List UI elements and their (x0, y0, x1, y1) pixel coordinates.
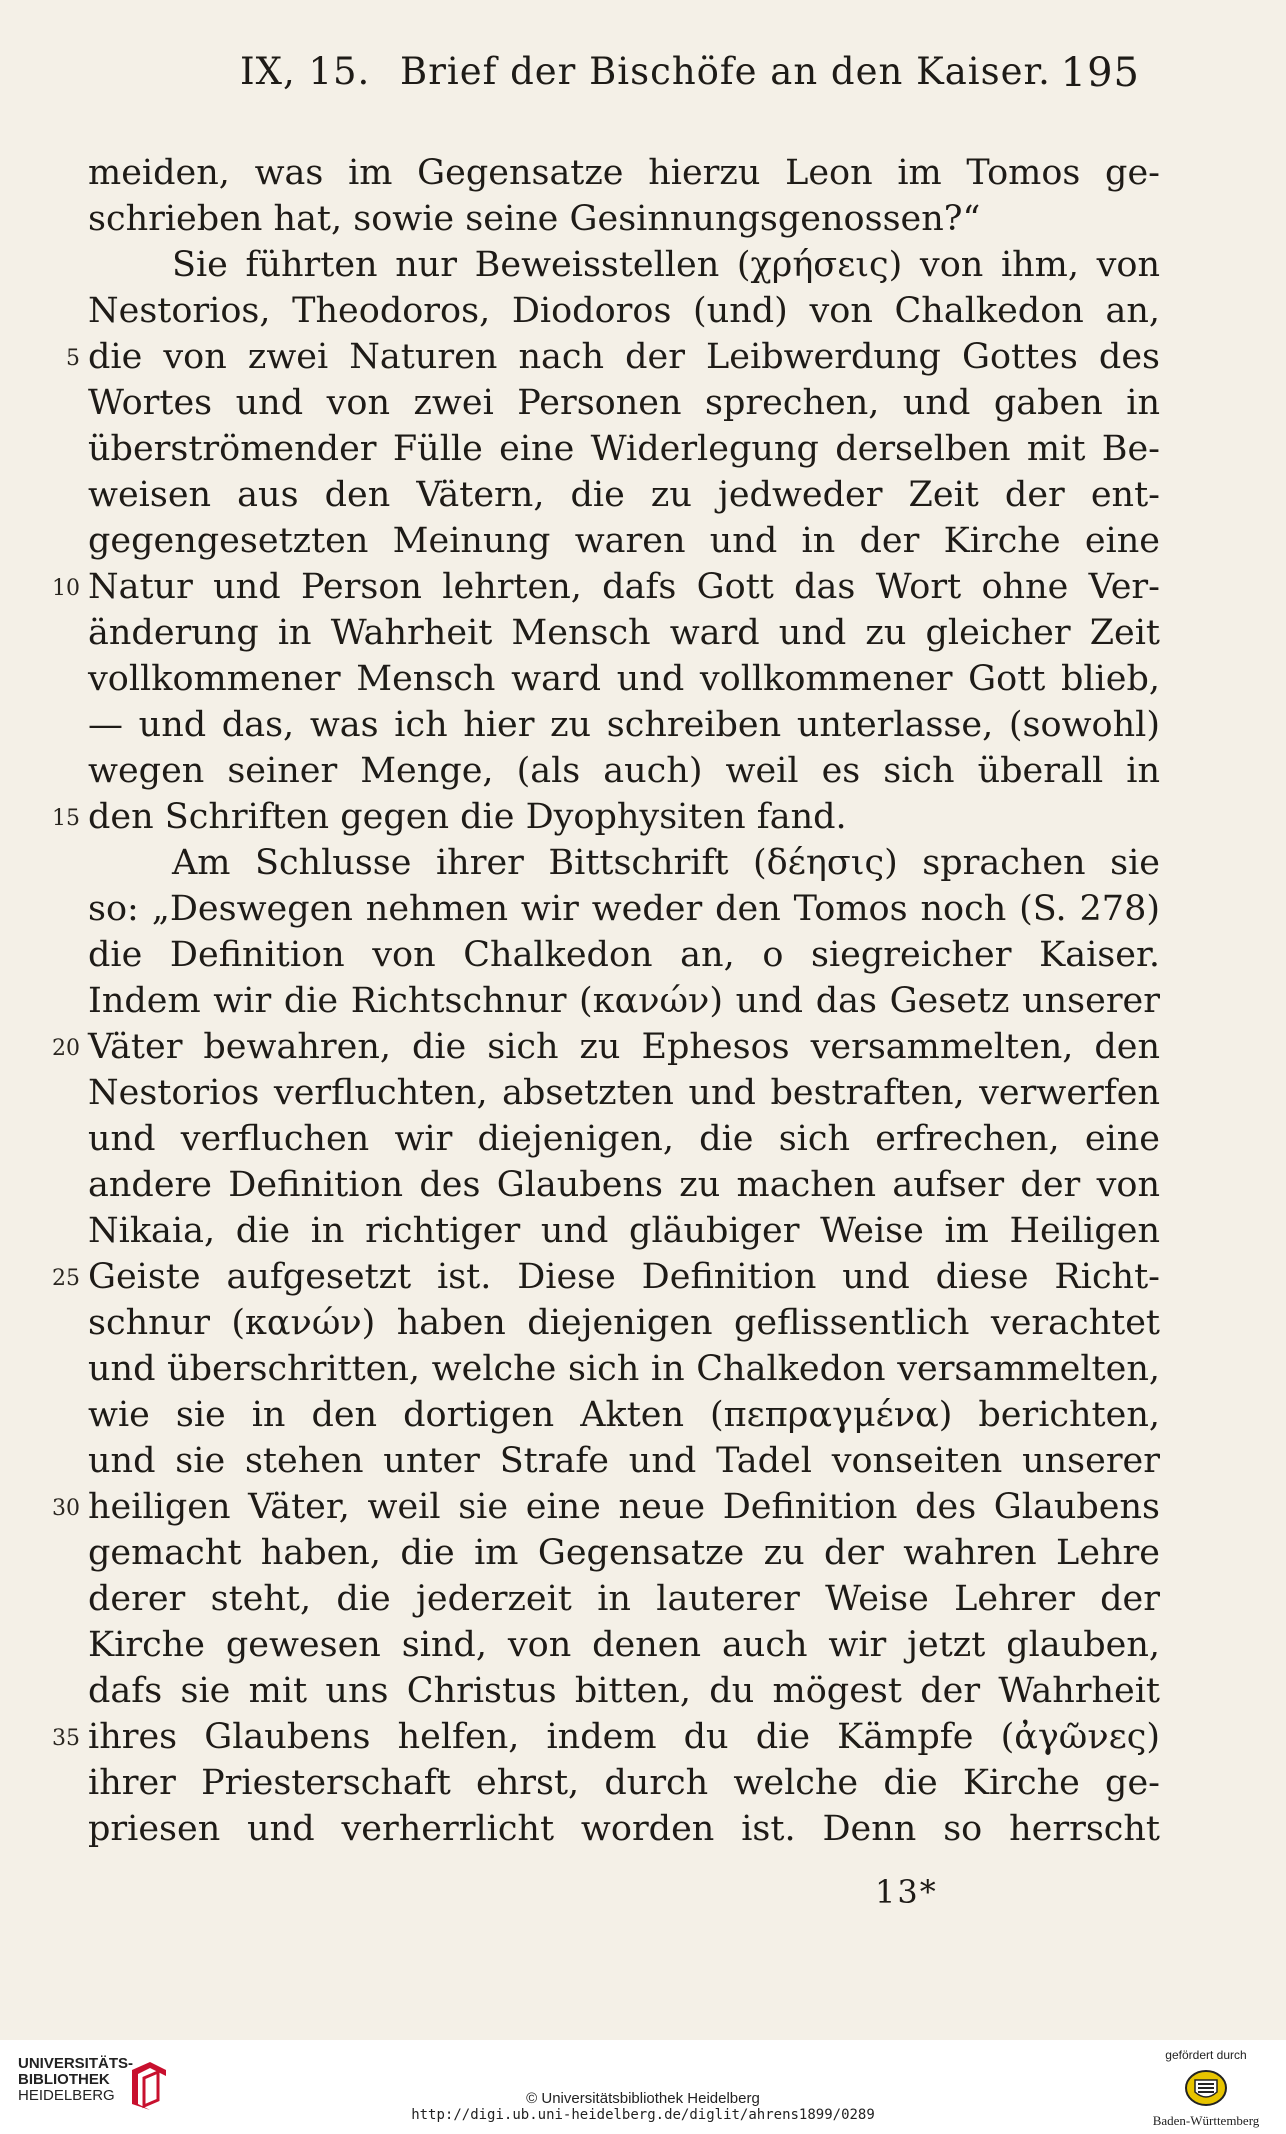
line-text: und überschritten, welche sich in Chalkedon versammelten, (88, 1349, 1160, 1389)
library-name-line2: BIBLIOTHEK (18, 2071, 110, 2088)
text-line (40, 748, 1160, 794)
viewer-footer (0, 2040, 1286, 2134)
coat-of-arms-icon (1183, 2068, 1229, 2108)
line-text: heiligen Väter, weil sie eine neue Definition des Glaubens (88, 1487, 1160, 1527)
text-line (40, 1392, 1160, 1438)
text-line (40, 242, 1160, 288)
line-text: dafs sie mit uns Christus bitten, du mögest der Wahrheit (88, 1671, 1160, 1711)
text-line (40, 288, 1160, 334)
sponsor-block (1146, 2048, 1266, 2129)
line-text: so: „Deswegen nehmen wir weder den Tomos noch (S. 278) (88, 889, 1160, 929)
line-text: wie sie in den dortigen Akten (πεπραγμένα) berichten, (88, 1395, 1160, 1435)
line-text: Am Schlusse ihrer Bittschrift (δέησις) sprachen sie (172, 843, 1160, 883)
text-line (40, 1622, 1160, 1668)
line-text: gegengesetzten Meinung waren und in der Kirche eine (88, 521, 1160, 561)
text-line (40, 1760, 1160, 1806)
line-text: priesen und verherrlicht worden ist. Denn so herrscht (88, 1809, 1160, 1849)
text-line (40, 1714, 1160, 1760)
line-text: — und das, was ich hier zu schreiben unterlasse, (sowohl) (88, 705, 1160, 745)
line-number: 5 (66, 346, 80, 371)
line-text: Geiste aufgesetzt ist. Diese Definition und diese Richt- (88, 1257, 1160, 1297)
text-line (40, 1300, 1160, 1346)
line-text: und sie stehen unter Strafe und Tadel vonseiten unserer (88, 1441, 1160, 1481)
text-line (40, 1070, 1160, 1116)
printer-signature-mark: 13* (875, 1873, 938, 1911)
copyright-block (0, 2087, 1286, 2124)
line-text: den Schriften gegen die Dyophysiten fand. (88, 797, 847, 837)
text-line (40, 886, 1160, 932)
page-body-text (40, 150, 1160, 1852)
text-line (40, 1254, 1160, 1300)
line-text: und verfluchen wir diejenigen, die sich erfrechen, eine (88, 1119, 1160, 1159)
line-text: die Definition von Chalkedon an, o siegreicher Kaiser. (88, 935, 1160, 975)
line-text: schnur (κανών) haben diejenigen geflissentlich verachtet (88, 1303, 1160, 1343)
library-name-line3: HEIDELBERG (18, 2087, 115, 2104)
line-text: weisen aus den Vätern, die zu jedweder Zeit der ent- (88, 475, 1160, 515)
text-line (40, 610, 1160, 656)
line-number: 35 (52, 1726, 80, 1751)
text-line (40, 932, 1160, 978)
text-line (40, 1530, 1160, 1576)
text-line (40, 334, 1160, 380)
line-text: überströmender Fülle eine Widerlegung derselben mit Be- (88, 429, 1160, 469)
section-ref: IX, 15. (240, 50, 371, 93)
line-text: Wortes und von zwei Personen sprechen, und gaben in (88, 383, 1160, 423)
line-text: Nikaia, die in richtiger und gläubiger Weise im Heiligen (88, 1211, 1160, 1251)
text-line (40, 196, 1160, 242)
line-number: 25 (52, 1266, 80, 1291)
line-number: 15 (52, 806, 80, 831)
text-line (40, 840, 1160, 886)
line-number: 20 (52, 1036, 80, 1061)
text-line (40, 794, 1160, 840)
text-line (40, 1484, 1160, 1530)
permalink-url[interactable]: http://digi.ub.uni-heidelberg.de/diglit/ahrens1899/0289 (411, 2107, 875, 2123)
text-line (40, 978, 1160, 1024)
text-line (40, 1162, 1160, 1208)
text-line (40, 426, 1160, 472)
line-text: andere Definition des Glaubens zu machen aufser der von (88, 1165, 1160, 1205)
line-number: 10 (52, 576, 80, 601)
text-line (40, 702, 1160, 748)
text-line (40, 1208, 1160, 1254)
sponsor-name: Baden-Württemberg (1152, 2113, 1260, 2128)
line-text: änderung in Wahrheit Mensch ward und zu gleicher Zeit (88, 613, 1160, 653)
running-title: Brief der Bischöfe an den Kaiser. (400, 50, 1051, 93)
line-text: Nestorios verfluchten, absetzten und bestraften, verwerfen (88, 1073, 1160, 1113)
text-line (40, 380, 1160, 426)
line-text: ihres Glaubens helfen, indem du die Kämpfe (ἀγῶνες) (88, 1717, 1160, 1757)
copyright-text: © Universitätsbibliothek Heidelberg (526, 2090, 760, 2107)
text-line (40, 564, 1160, 610)
line-text: ihrer Priesterschaft ehrst, durch welche die Kirche ge- (88, 1763, 1160, 1803)
text-line (40, 1024, 1160, 1070)
line-text: Sie führten nur Beweisstellen (χρήσεις) von ihm, von (172, 245, 1160, 285)
line-text: gemacht haben, die im Gegensatze zu der wahren Lehre (88, 1533, 1160, 1573)
text-line (40, 1346, 1160, 1392)
line-text: die von zwei Naturen nach der Leibwerdung Gottes des (88, 337, 1160, 377)
line-text: vollkommener Mensch ward und vollkommener Gott blieb, (88, 659, 1160, 699)
text-line (40, 1668, 1160, 1714)
text-line (40, 656, 1160, 702)
text-line (40, 1438, 1160, 1484)
sponsor-label: gefördert durch (1165, 2048, 1247, 2062)
line-text: derer steht, die jederzeit in lauterer Weise Lehrer der (88, 1579, 1160, 1619)
text-line (40, 150, 1160, 196)
line-text: Nestorios, Theodoros, Diodoros (und) von Chalkedon an, (88, 291, 1160, 331)
text-line (40, 518, 1160, 564)
line-text: meiden, was im Gegensatze hierzu Leon im Tomos ge- (88, 153, 1160, 193)
text-line (40, 1576, 1160, 1622)
line-text: wegen seiner Menge, (als auch) weil es sich überall in (88, 751, 1160, 791)
line-text: Väter bewahren, die sich zu Ephesos versammelten, den (88, 1027, 1160, 1067)
page-number: 195 (1060, 50, 1140, 96)
library-name-line1: UNIVERSITÄTS- (18, 2055, 134, 2072)
line-text: Natur und Person lehrten, dafs Gott das Wort ohne Ver- (88, 567, 1160, 607)
line-number: 30 (52, 1496, 80, 1521)
line-text: Indem wir die Richtschnur (κανών) und das Gesetz unserer (88, 981, 1160, 1021)
line-text: schrieben hat, sowie seine Gesinnungsgenossen?“ (88, 199, 981, 239)
running-header (240, 50, 1140, 100)
line-text: Kirche gewesen sind, von denen auch wir jetzt glauben, (88, 1625, 1160, 1665)
text-line (40, 472, 1160, 518)
text-line (40, 1806, 1160, 1852)
text-line (40, 1116, 1160, 1162)
